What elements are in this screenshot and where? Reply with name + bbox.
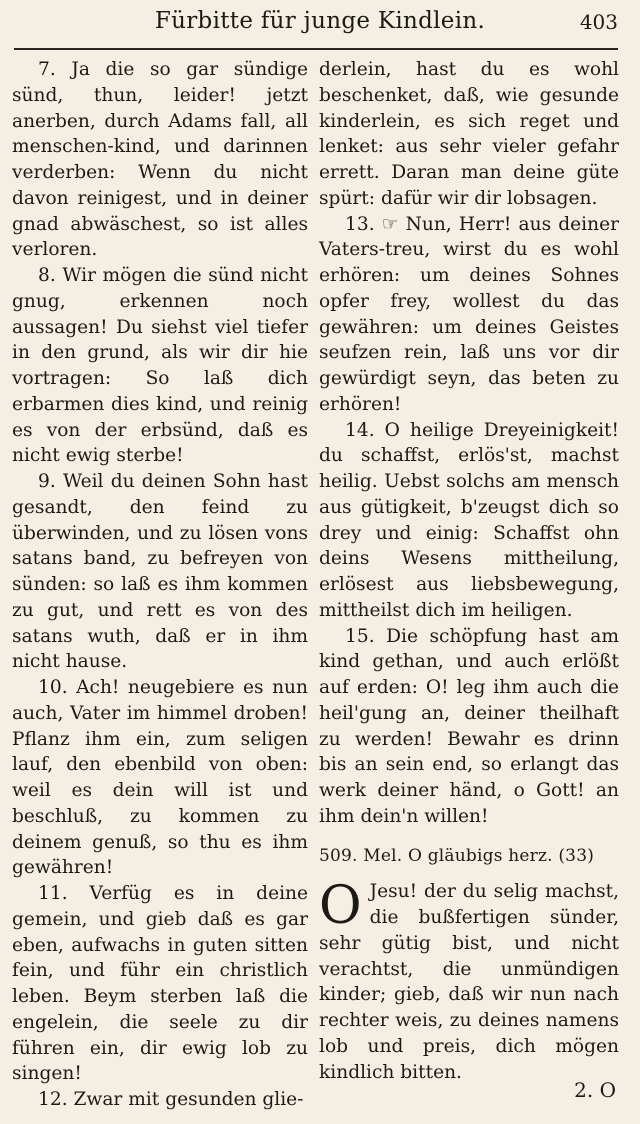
verse-11: 11. Verfüg es in deine gemein, und gieb daß es gar eben, aufwachs in guten sitten fein, und führ ein christlich leben. Beym sterben laß die engelein, die seele zu dir führen ein, dir ewig lob zu singen! — [12, 883, 308, 1085]
hymn-509-verse-1 — [319, 876, 619, 1085]
verse-15: 15. Die schöpfung hast am kind gethan, und auch erlößt auf erden: O! leg ihm auch die heil'gung an, deiner theilhaft zu werden! Bewahr es drinn bis an sein end, so erlangt das werk deiner händ, o Gott! an ihm dein'n willen! — [319, 625, 619, 827]
running-title: Fürbitte für junge Kindlein. — [154, 8, 486, 34]
drop-cap: O — [319, 876, 362, 937]
page-header — [14, 8, 626, 44]
right-column — [319, 57, 619, 1085]
hymn-heading: 509. Mel. O gläubigs herz. (33) — [319, 845, 595, 866]
verse-8: 8. Wir mögen die sünd nicht gnug, erkennen noch aussagen! Du siehst viel tiefer in den grund, als wir dir hie vortragen: So laß dich erbarmen dies kind, und reinig es von der erbsünd, daß es nicht ewig sterbe! — [12, 265, 308, 467]
verse-7: 7. Ja die so gar sündige sünd, thun, leider! jetzt anerben, durch Adams fall, all menschen-kind, und darinnen verderben: Wenn du nicht davon reinigest, und in deiner gnad abwäschest, so ist alles verloren. — [12, 59, 308, 261]
verse-14: 14. O heilige Dreyeinigkeit! du schaffst, erlös'st, machst heilig. Uebst solchs am mensch aus gütigkeit, b'zeugst dich so drey und einig: Schaffst ohn deins Wesens mittheilung, erlösest aus liebsbewegung, mittheilst dich im heiligen. — [319, 419, 619, 621]
header-rule — [14, 48, 618, 50]
page-number: 403 — [579, 10, 618, 34]
verse-12-start: 12. Zwar mit gesunden glie- — [38, 1089, 304, 1110]
left-column — [12, 57, 308, 1113]
verse-12-continuation: derlein, hast du es wohl beschenket, daß, wie gesunde kinderlein, es sich reget und lenket: aus sehr vieler gefahr errett. Daran man deine güte spürt: dafür wir dir lobsagen. — [319, 59, 619, 209]
verse-13: 13. ☞ Nun, Herr! aus deiner Vaters-treu, wirst du es wohl erhören: um deines Sohnes opfer frey, wollest du das gewähren: um deines Geistes seufzen rein, laß uns vor dir gewürdigt seyn, das beten zu erhören! — [319, 213, 619, 415]
catchword: 2. O — [574, 1078, 616, 1102]
hymn-509-text: Jesu! der du selig machst, die bußfertigen sünder, sehr gütig bist, und nicht verachtst, die unmündigen kinder; gieb, daß wir nun nach rechter weis, zu deines namens lob und preis, dich mögen kindlich bitten. — [319, 881, 619, 1083]
verse-9: 9. Weil du deinen Sohn hast gesandt, den feind zu überwinden, und zu lösen vons satans band, zu befreyen von sünden: so laß es ihm kommen zu gut, und rett es von des satans wuth, daß er in ihm nicht hause. — [12, 471, 308, 673]
verse-10: 10. Ach! neugebiere es nun auch, Vater im himmel droben! Pflanz ihm ein, zum seligen lauf, den ebenbild von oben: weil es dein will ist und beschluß, zu kommen zu deinem genuß, so thu es ihm gewähren! — [12, 677, 308, 879]
